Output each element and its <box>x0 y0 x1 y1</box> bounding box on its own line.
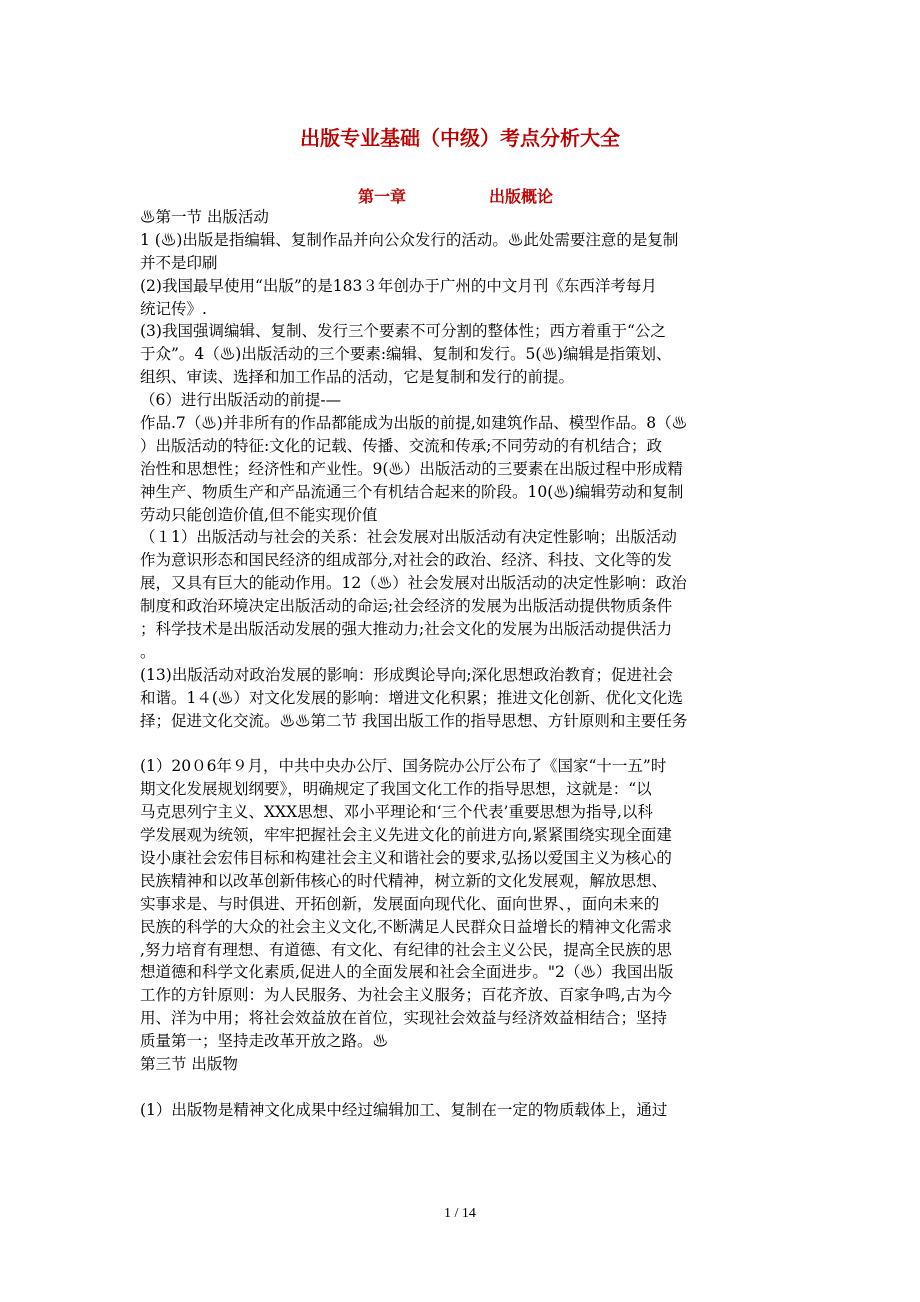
text-line: 1 (♨)出版是指编辑、复制作品并向公众发行的活动。♨此处需要注意的是复制 <box>140 230 679 249</box>
text-line: 统记传》. <box>140 299 207 318</box>
text-line: 工作的方针原则：为人民服务、为社会主义服务；百花齐放、百家争鸣,古为今 <box>140 986 672 1005</box>
chapter-name: 出版概论 <box>489 187 554 206</box>
text-line: ）出版活动的特征:文化的记载、传播、交流和传承;不同劳动的有机结合；政 <box>140 436 662 455</box>
document-body <box>140 206 780 1122</box>
text-line: 并不是印刷 <box>140 253 218 272</box>
text-line: 想道德和科学文化素质,促进人的全面发展和社会全面进步。"2（♨）我国出版 <box>140 963 674 982</box>
text-line: (2)我国最早使用“出版”的是183３年创办于广州的中文月刊《东西洋考每月 <box>140 276 657 295</box>
text-line: （6）进行出版活动的前提-— <box>140 391 342 410</box>
text-line: 组织、审读、选择和加工作品的活动，它是复制和发行的前提。 <box>140 368 575 387</box>
text-line: 作品.7（♨)并非所有的作品都能成为出版的前提,如建筑作品、模型作品。8（♨ <box>140 414 688 433</box>
text-line: 于众”。4（♨)出版活动的三个要素:编辑、复制和发行。5(♨)编辑是指策划、 <box>140 345 672 364</box>
text-line: 用、洋为中用；将社会效益放在首位，实现社会效益与经济效益相结合；坚持 <box>140 1009 668 1028</box>
text-line <box>140 732 780 755</box>
text-line: 第三节 出版物 <box>140 1054 238 1073</box>
text-line <box>140 1076 780 1099</box>
text-line: ♨第一节 出版活动 <box>140 208 269 226</box>
text-line: 劳动只能创造价值,但不能实现价值 <box>140 505 378 524</box>
text-line: (3)我国强调编辑、复制、发行三个要素不可分割的整体性；西方着重于“公之 <box>140 322 666 341</box>
text-line: 制度和政治环境决定出版活动的命运;社会经济的发展为出版活动提供物质条件 <box>140 597 673 616</box>
text-line: 民族精神和以改革创新伟核心的时代精神，树立新的文化发展观，解放思想、 <box>140 871 668 890</box>
text-line: 。 <box>140 642 156 661</box>
chapter-heading <box>0 184 920 206</box>
text-line: 实事求是、与时俱进、开拓创新，发展面向现代化、面向世界、，面向未来的 <box>140 894 660 913</box>
document-title: 出版专业基础（中级）考点分析大全 <box>300 126 620 150</box>
text-line: 学发展观为统领，牢牢把握社会主义先进文化的前进方向,紧紧围绕实现全面建 <box>140 826 672 845</box>
text-line: 设小康社会宏伟目标和构建社会主义和谐社会的要求,弘扬以爱国主义为核心的 <box>140 848 672 867</box>
text-line: 神生产、物质生产和产品流通三个有机结合起来的阶段。10(♨)编辑劳动和复制 <box>140 482 684 501</box>
text-line: (1）出版物是精神文化成果中经过编辑加工、复制在一定的物质载体上，通过 <box>140 1100 668 1119</box>
text-line: 民族的科学的大众的社会主义文化,不断满足人民群众日益增长的精神文化需求 <box>140 917 672 936</box>
text-line: 展，又具有巨大的能动作用。12（♨）社会发展对出版活动的决定性影响：政治 <box>140 574 687 593</box>
text-line: 期文化发展规划纲要》，明确规定了我国文化工作的指导思想，这就是：“以 <box>140 780 652 799</box>
text-line: ；科学技术是出版活动发展的强大推动力;社会文化的发展为出版活动提供活力 <box>140 620 673 639</box>
text-line: ,努力培育有理想、有道德、有文化、有纪律的社会主义公民，提高全民族的思 <box>140 940 672 959</box>
text-line: （１1）出版活动与社会的关系：社会发展对出版活动有决定性影响；出版活动 <box>140 528 677 547</box>
text-line: (1）20０6年９月，中共中央办公厅、国务院办公厅公布了《国家“十一五”时 <box>140 757 667 776</box>
text-line: 治性和思想性；经济性和产业性。9(♨）出版活动的三要素在出版过程中形成精 <box>140 459 683 478</box>
page-indicator: 1 / 14 <box>444 1206 476 1221</box>
text-line: 作为意识形态和国民经济的组成部分,对社会的政治、经济、科技、文化等的发 <box>140 551 672 570</box>
text-line: 马克思列宁主义、XXX思想、邓小平理论和‘三个代表’重要思想为指导,以科 <box>140 803 653 822</box>
text-line: 择；促进文化交流。♨♨第二节 我国出版工作的指导思想、方针原则和主要任务 <box>140 711 688 730</box>
text-line: 和谐。1４(♨）对文化发展的影响：增进文化积累；推进文化创新、优化文化选 <box>140 688 683 707</box>
text-line: (13)出版活动对政治发展的影响：形成舆论导向;深化思想政治教育；促进社会 <box>140 665 674 684</box>
chapter-number: 第一章 <box>358 187 407 206</box>
text-line: 质量第一；坚持走改革开放之路。♨ <box>140 1032 389 1051</box>
